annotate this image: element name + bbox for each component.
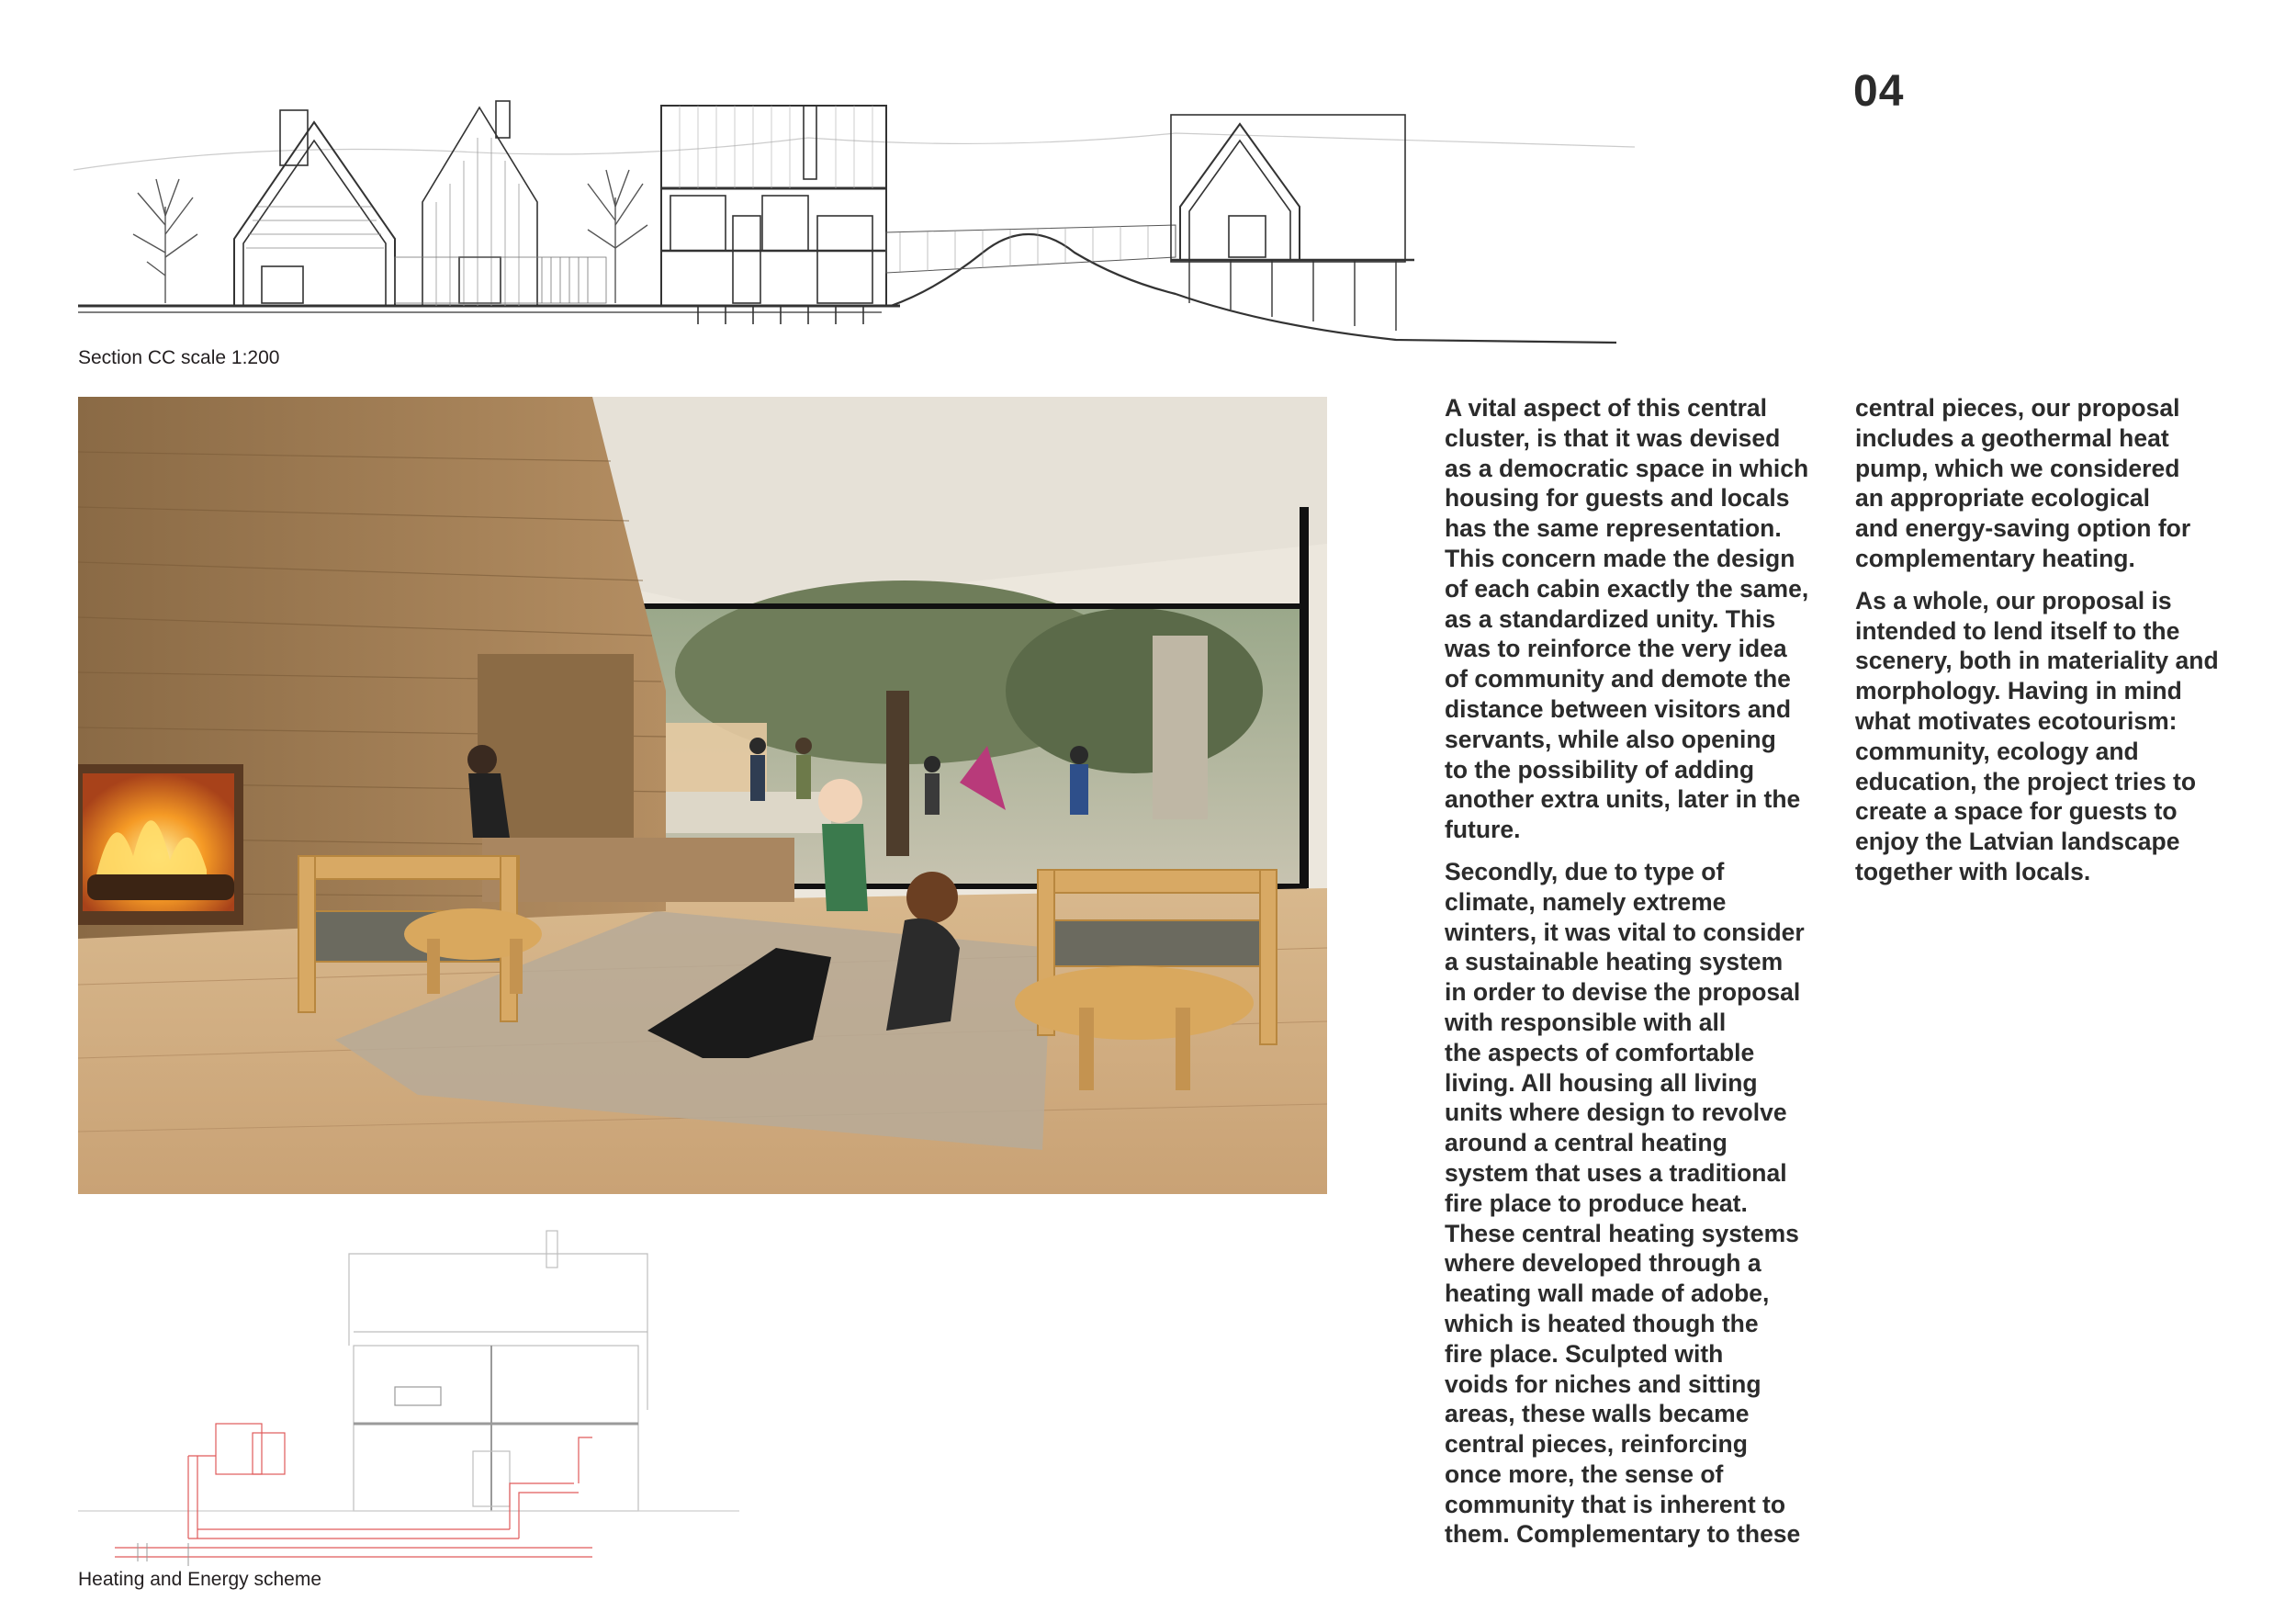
central-building-drawing — [661, 106, 886, 324]
paragraph: Secondly, due to type of climate, namely extreme winters, it was vital to consider a sustainable heating system in order to devise the proposal with responsible with all the aspects of comfortable living. All housing all living units where design to revolve around a central heating system that uses a traditional fire place to produce heat. These central heating systems where developed through a heating wall made of adobe, which is heated though the fire place. Sculpted with voids for niches and sitting areas, these walls became central pieces, reinforcing once more, the sense of community that is inherent to them. Complementary to these — [1445, 857, 1805, 1549]
bridge-drawing — [886, 225, 1176, 273]
heating-caption: Heating and Energy scheme — [78, 1569, 321, 1590]
paragraph: central pieces, our proposal includes a geothermal heat pump, which we considered an appropriate ecological and energy-saving option for complementary heating. — [1855, 394, 2191, 572]
coffee-table — [1015, 966, 1254, 1040]
text-column-left — [1445, 393, 1840, 1561]
heating-scheme-drawing — [78, 1226, 776, 1566]
page-number: 04 — [1853, 67, 1905, 116]
section-drawing — [73, 96, 1635, 354]
paragraph: As a whole, our proposal is intended to lend itself to the scenery, both in materiality and morphology. Having in mind what motivates ecotourism: community, ecology and education, the project tries to create a space for guests to enjoy the Latvian landscape together with locals. — [1855, 586, 2219, 885]
text-column-right — [1855, 393, 2268, 899]
cabin-section-drawing — [1171, 115, 1414, 331]
tree-drawing — [133, 179, 197, 303]
section-caption: Section CC scale 1:200 — [78, 347, 280, 368]
tree-drawing — [588, 170, 647, 303]
cabin-section-drawing — [234, 110, 395, 306]
cabin-elevation-drawing — [422, 101, 537, 306]
interior-render — [78, 397, 1327, 1194]
paragraph: A vital aspect of this central cluster, is that it was devised as a democratic space in which housing for guests and locals has the same representation. This concern made the design of each cabin exactly the same, as a standardized unity. This was to reinforce the very idea of community and demote the distance between visitors and servants, while also opening to the possibility of adding another extra units, later in the future. — [1445, 394, 1809, 844]
